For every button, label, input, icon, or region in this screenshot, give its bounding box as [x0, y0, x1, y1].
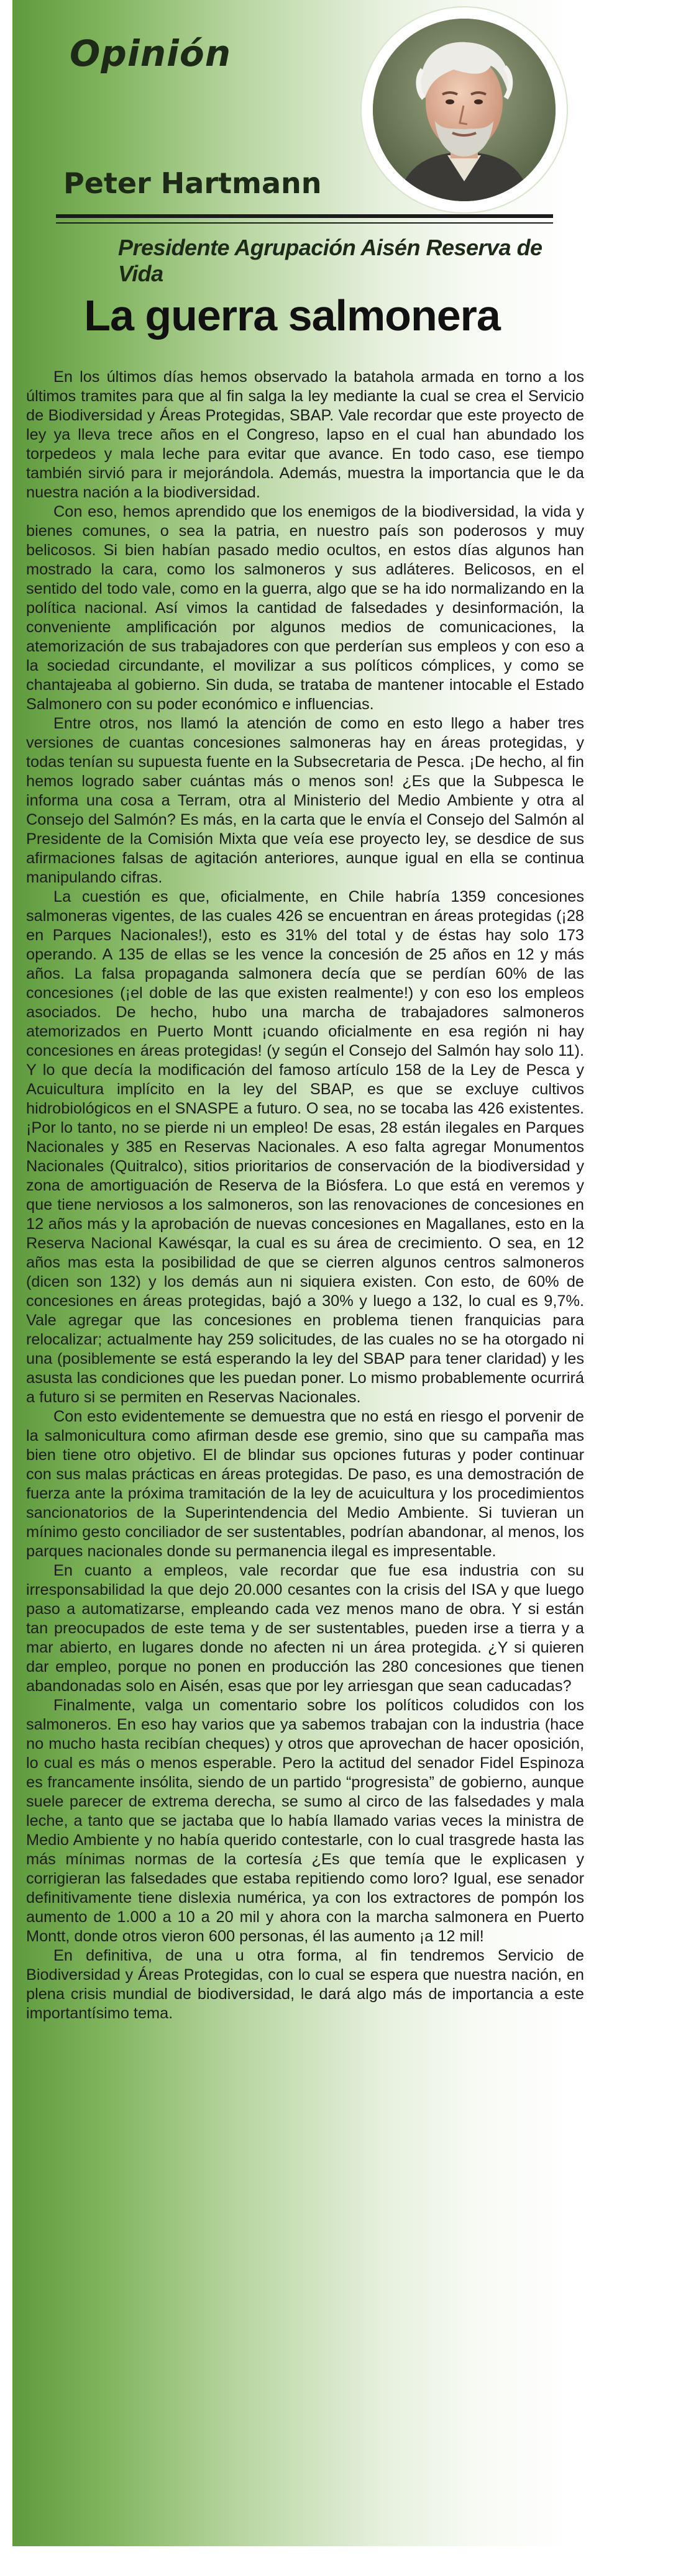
article-paragraph: Con eso, hemos aprendido que los enemigos de la biodiversidad, la vida y bienes comunes, o sea la patria, en nuestro país son poderosos y muy belicosos. Si bien habían pasado medio ocultos, en estos días algunos han mostrado la cara, como los salmoneros y sus adláteres. Belicosos, en el sentido del todo vale, como en la guerra, algo que se ha ido normalizando en la política nacional. Así vimos la cantidad de falsedades y desinformación, la conveniente amplificación por algunos medios de comunicaciones, la atemorización de sus trabajadores con que perderían sus empleos y con eso a la sociedad circundante, el movilizar a sus políticos cómplices, y como se chantajeaba al gobierno. Sin duda, se trataba de mantener intocable el Estado Salmonero con su poder económico e influencias. [26, 503, 584, 713]
article-paragraph: Con esto evidentemente se demuestra que no está en riesgo el porvenir de la salmonicultura como afirman desde ese gremio, sino que su campaña mas bien tiene otro objetivo. El de blindar sus opciones futuras y poder continuar con sus malas prácticas en áreas protegidas. De paso, es una demostración de fuerza ante la próxima tramitación de la ley de acuicultura y los procedimientos sancionatorios de la Superintendencia del Medio Ambiente. Si tuvieran un mínimo gesto conciliador de ser sustentables, podrían abandonar, al menos, los parques nacionales donde su permanencia ilegal es impresentable. [26, 1408, 584, 1560]
article-paragraph: Finalmente, valga un comentario sobre los políticos coludidos con los salmoneros. En eso hay varios que ya sabemos trabajan con la industria (hace no mucho hasta recibían cheques) y otros que aprovechan de hacer oposición, lo cual es más o menos esperable. Pero la actitud del senador Fidel Espinoza es francamente insólita, siendo de un partido “progresista” de gobierno, aunque suele parecer de extrema derecha, se sumo al circo de las falsedades y mala leche, a tanto que se jactaba que lo había llamado varias veces la ministra de Medio Ambiente y no había querido contestarle, con lo cual trasgrede hasta las más mínimas normas de la cortesía ¿Es que temía que le explicasen y corrigieran las falsedades que estaba repitiendo como loro? Igual, ese senador definitivamente tiene dislexia numérica, ya con los extractores de pompón los aumento de 1.000 a 10 a 20 mil y ahora con la marcha salmonera en Puerto Montt, donde otros vieron 600 personas, él las aumento ¡a 12 mil! [26, 1697, 584, 1945]
divider-thin [56, 222, 553, 224]
portrait-frame [362, 7, 567, 212]
article-paragraph: En definitiva, de una u otra forma, al fin tendremos Servicio de Biodiversidad y Áreas Protegidas, con lo cual se espera que nuestra nación, en plena crisis mundial de biodiversidad, le dará algo más de importancia a este importantísimo tema. [26, 1947, 584, 2022]
author-role: Presidente Agrupación Aisén Reserva de Vida [118, 235, 542, 286]
article-title: La guerra salmonera [84, 291, 500, 340]
article-paragraph: La cuestión es que, oficialmente, en Chile habría 1359 concesiones salmoneras vigentes, de las cuales 426 se encuentran en áreas protegidas (¡28 en Parques Nacionales!), esto es 31% del total y de éstas hay solo 173 operando. A 135 de ellas se les vence la concesión de 25 años en 12 y más años. La falsa propaganda salmonera decía que se perdían 60% de las concesiones (¡el doble de las que existen realmente!) y con eso los empleos asociados. De hecho, hubo una marcha de trabajadores salmoneros atemorizados en Puerto Montt ¡cuando oficialmente en esa región ni hay concesiones en áreas protegidas! (y según el Consejo del Salmón hay solo 11). Y lo que decía la modificación del famoso artículo 158 de la Ley de Pesca y Acuicultura implícito en la ley del SBAP, es que se excluye cultivos hidrobiológicos en el SNASPE a futuro. O sea, no se tocaba las 426 existentes. ¡Por lo tanto, no se pierde ni un empleo! De esas, 28 están ilegales en Parques Nacionales y 385 en Reservas Nacionales. A eso falta agregar Monumentos Nacionales (Quitralco), sitios prioritarios de conservación de la biodiversidad y zona de amortiguación de Reserva de la Biósfera. Lo que está en veremos y que tiene nerviosos a los salmoneros, son las renovaciones de concesiones en 12 años más y la aprobación de nuevas concesiones en Magallanes, esto en la Reserva Nacional Kawésqar, la cual es su área de crecimiento. O sea, en 12 años mas esta la posibilidad de que se cierren algunos centros salmoneros (dicen son 132) y los demás aun ni siquiera existen. Con esto, de 60% de concesiones en áreas protegidas, bajó a 30% y luego a 132, lo cual es 9,7%. Vale agregar que las concesiones en problema tienen franquicias para relocalizar; actualmente hay 259 solicitudes, de las cuales no se ha otorgado ni una (posiblemente se está esperando la ley del SBAP para tener claridad) y les asusta las condiciones que les puedan poner. Lo mismo probablemente ocurrirá a futuro si se permiten en Reservas Nacionales. [26, 888, 584, 1406]
article-paragraph: En los últimos días hemos observado la batahola armada en torno a los últimos tramites para que al fin salga la ley mediante la cual se crea el Servicio de Biodiversidad y Áreas Protegidas, SBAP. Vale recordar que este proyecto de ley ya lleva trece años en el Congreso, lapso en el cual han abundado los torpedeos y mala leche para evitar que avance. En todo caso, ese tiempo también sirvió para ir mejorándola. Además, muestra la importancia que le da nuestra nación a la biodiversidad. [26, 368, 584, 501]
section-label: Opinión [70, 32, 232, 75]
article-paragraph: En cuanto a empleos, vale recordar que fue esa industria con su irresponsabilidad la que dejo 20.000 cesantes con la crisis del ISA y que luego paso a automatizarse, empleando cada vez menos mano de obra. Y si están tan preocupados de este tema y de ser sustentables, pueden irse a tierra y a mar abierto, en lugares donde no afecten ni un área protegida. ¿Y si quieren dar empleo, porque no ponen en producción las 280 concesiones que tienen abandonadas solo en Aisén, esas que por ley arriesgan que sean caducadas? [26, 1562, 584, 1695]
portrait-illustration [373, 19, 556, 201]
divider-thick [56, 214, 553, 218]
green-gradient-panel [12, 0, 584, 2546]
author-name: Peter Hartmann [63, 166, 322, 200]
article-paragraph: Entre otros, nos llamó la atención de como en esto llego a haber tres versiones de cuantas concesiones salmoneras hay en áreas protegidas, y todas tenían su supuesta fuente en la Subsecretaria de Pesca. ¡De hecho, al fin hemos logrado saber cuántas más o menos son! ¿Es que la Subpesca le informa una cosa a Terram, otra al Ministerio del Medio Ambiente y otra al Consejo del Salmón? Es más, en la carta que le envía el Consejo del Salmón al Presidente de la Comisión Mixta que veía ese proyecto ley, se desdice de sus afirmaciones falsas de agitación anteriores, aunque igual en ella se continua manipulando cifras. [26, 715, 584, 886]
article-body [26, 368, 584, 2023]
author-portrait-icon [373, 19, 556, 201]
